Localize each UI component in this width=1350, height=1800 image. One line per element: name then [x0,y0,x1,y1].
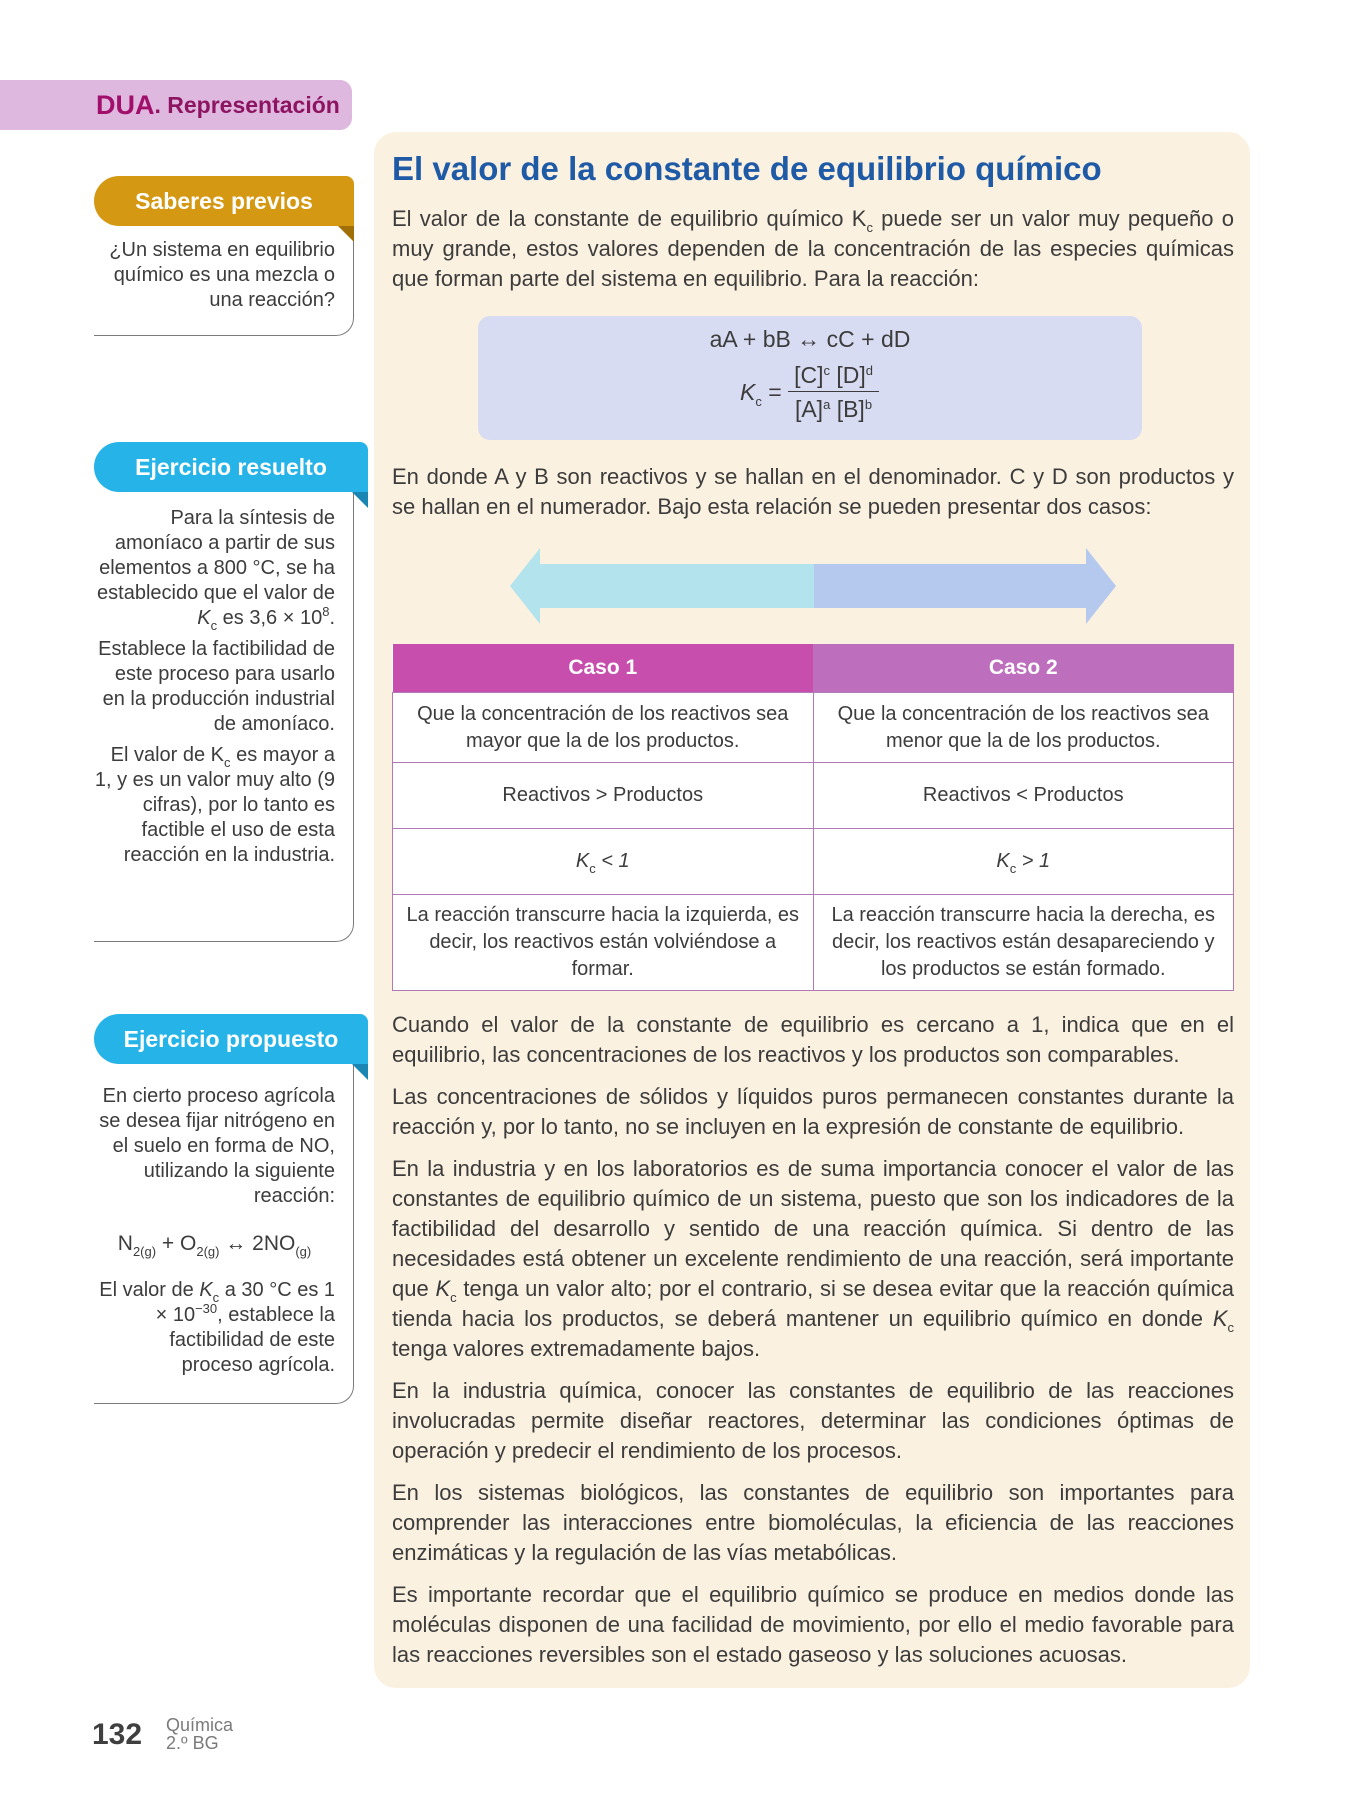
header-caso-1: Caso 1 [393,644,814,693]
arrow-right-half [814,548,1116,624]
formula-numerator: $[C]^c$ $[D]^d$ [788,362,879,392]
cases-table [392,644,1234,991]
propuesto-p2: El valor de $K_c$ a 30 °C es $1 \times 10^{-30}$, establece la factibilidad de este proceso agrícola. [99,1279,335,1376]
resuelto-p1: Para la síntesis de amoníaco a partir de sus elementos a 800 °C, se ha establecido que el valor de $K_c$ es $3,6 \times 10^8$. [97,507,335,633]
table-cell: Que la concentración de los reactivos sea menor que la de los productos. [813,693,1234,763]
table-cell: $K_c > 1$ [813,829,1234,895]
saberes-previos-body [94,226,354,336]
paragraph: En la industria química, conocer las constantes de equilibrio de las reacciones involucradas permite diseñar reactores, determinar las condiciones óptimas de operación y predecir el rendimiento de los procesos. [392,1378,1234,1463]
fold-corner [352,492,368,508]
propuesto-p1: En cierto proceso agrícola se desea fijar nitrógeno en el suelo en forma de NO, utilizando la siguiente reacción: [99,1085,335,1207]
ejercicio-resuelto-body [94,492,354,942]
body-paragraphs [392,1010,1234,1682]
ejercicio-propuesto-body [94,1064,354,1404]
table-cell: Reactivos < Productos [813,763,1234,829]
formula-fraction [788,362,879,423]
header-caso-2: Caso 2 [813,644,1234,693]
cases-intro-paragraph: En donde A y B son reactivos y se hallan en el denominador. C y D son productos y se hallan en el numerador. Bajo esta relación se pueden presentar dos casos: [392,464,1234,519]
table-cell: $K_c < 1$ [393,829,814,895]
ejercicio-propuesto-title: Ejercicio propuesto [94,1014,368,1064]
arrow-left-half [510,548,814,624]
table-row [393,895,1234,991]
reaction-equation: aA + bB ↔ cC + dD [709,326,911,352]
formula-box [478,316,1142,440]
dua-label: DUA [96,89,155,120]
table-header-row [393,644,1234,693]
paragraph: En la industria y en los laboratorios es de suma importancia conocer el valor de las constantes de equilibrio químico de un sistema, puesto que son los indicadores de la factibilidad del desarrollo y sentido de una reacción química. Si dentro de las necesidades está obtener un excelente rendimiento de una reacción, será importante que $K_c$ tenga un valor alto; por el contrario, si se desea evitar que la reacción química tienda hacia los productos, se deberá mantener un equilibrio químico en donde $K_c$ tenga valores extremadamente bajos. [392,1156,1234,1361]
paragraph: Cuando el valor de la constante de equilibrio es cercano a 1, indica que en el equilibrio, las concentraciones de los reactivos y los productos son comparables. [392,1012,1234,1067]
ejercicio-resuelto-title: Ejercicio resuelto [94,442,368,492]
equilibrium-constant-formula: $K_c$ = $\frac{[C]^c [D]^d}{[A]^a [B]^b}$ [740,362,879,423]
ejercicio-resuelto-box [94,442,368,942]
table-cell: La reacción transcurre hacia la derecha, es decir, los reactivos están desapareciendo y los productos se están formado. [813,895,1234,991]
saberes-previos-box [94,176,354,336]
table-cell: Reactivos > Productos [393,763,814,829]
resuelto-p2: Establece la factibilidad de este proceso para usarlo en la producción industrial de amoníaco. [98,638,335,735]
paragraph: Las concentraciones de sólidos y líquidos puros permanecen constantes durante la reacción y, por lo tanto, no se incluyen en la expresión de constante de equilibrio. [392,1084,1234,1139]
dua-tab [0,80,352,130]
page-title: El valor de la constante de equilibrio químico [392,150,1102,187]
formula-denominator: $[A]^a$ $[B]^b$ [794,396,873,422]
table-row [393,829,1234,895]
subject-label: Química 2.º BG [166,1715,234,1753]
table-row [393,693,1234,763]
double-arrow-icon [510,548,1116,624]
table-row [393,763,1234,829]
table-cell: La reacción transcurre hacia la izquierda, es decir, los reactivos están volviéndose a formar. [393,895,814,991]
propuesto-equation: $N_{2(g)} + O_{2(g)}$ ↔ $2NO_{(g)}$ [117,1232,312,1259]
paragraph: Es importante recordar que el equilibrio químico se produce en medios donde las moléculas disponen de una facilidad de movimiento, por ello el medio favorable para las reacciones reversibles son el estado gaseoso y las soluciones acuosas. [392,1582,1234,1667]
table-cell: Que la concentración de los reactivos sea mayor que la de los productos. [393,693,814,763]
fold-corner [338,226,354,242]
saberes-previos-title: Saberes previos [94,176,354,226]
intro-paragraph: El valor de la constante de equilibrio químico $K_c$ puede ser un valor muy pequeño o muy grande, estos valores dependen de la concentración de las especies químicas que forman parte del sistema en equilibrio. Para la reacción: [392,206,1234,291]
page-number: 132 [92,1718,143,1751]
fold-corner [352,1064,368,1080]
paragraph: En los sistemas biológicos, las constantes de equilibrio son importantes para comprender las interacciones entre biomoléculas, la eficiencia de las reacciones enzimáticas y la regulación de las vías metabólicas. [392,1480,1234,1565]
ejercicio-propuesto-box [94,1014,368,1404]
dua-suffix: . Representación [154,91,340,118]
resuelto-p3: El valor de $K_c$ es mayor a 1, y es un valor muy alto (9 cifras), por lo tanto es factible el uso de esta reacción en la industria. [94,744,335,866]
saberes-previos-text: ¿Un sistema en equilibrio químico es una mezcla o una reacción? [109,239,335,311]
